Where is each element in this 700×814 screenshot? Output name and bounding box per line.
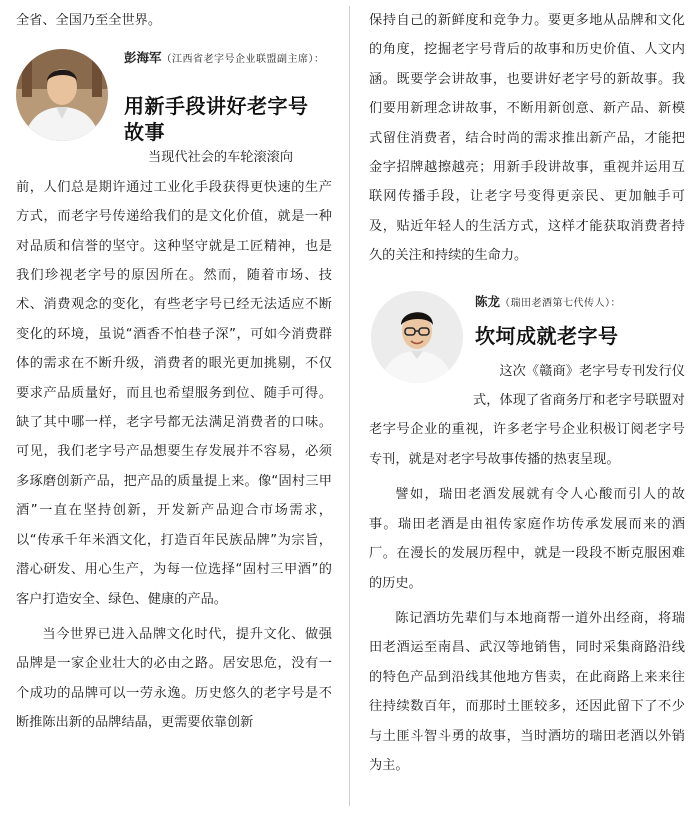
profile-peng-name: 彭海军 (124, 50, 162, 66)
portrait-peng-icon (16, 49, 108, 141)
avatar-chen (371, 291, 463, 383)
left-column (16, 6, 332, 738)
profile-chen-name-line (475, 295, 685, 311)
headline-chen: 坎坷成就老字号 (475, 323, 619, 348)
column-divider (349, 6, 350, 806)
right-column (369, 6, 685, 780)
profile-peng-role: （江西省老字号企业联盟副主席）： (161, 54, 325, 66)
right-para1: 这次《赣商》老字号专刊发行仪式，体现了省商务厅和老字号联盟对老字号企业的重视，许多老字号企业积极订阅老字号专刊，就是对老字号故事传播的热衷呈现。 (369, 363, 685, 467)
headline-peng-line2: 故事 (124, 120, 165, 145)
left-intro-tail: 全省、全国乃至全世界。 (16, 13, 162, 28)
headline-peng-line1: 用新手段讲好老字号 (124, 94, 309, 119)
profile-chen-name: 陈龙 (475, 293, 501, 309)
left-para1-first-line: 当现代社会的车轮滚滚向 (148, 150, 294, 166)
profile-peng (16, 49, 332, 153)
profile-peng-name-line (124, 51, 332, 67)
left-para2: 当今世界已进入品牌文化时代，提升文化、做强品牌是一家企业壮大的必由之路。居安思危，没有一个成功的品牌可以一劳永逸。历史悠久的老字号是不断推陈出新的品牌结晶，更需要依靠创新 (16, 626, 332, 731)
portrait-chen-icon (371, 291, 463, 383)
profile-chen-role: （瑞田老酒第七代传人）： (500, 297, 622, 309)
right-para3: 陈记酒坊先辈们与本地商帮一道外出经商，将瑞田老酒运至南昌、武汉等地销售，同时采集商路沿线的特色产品到沿线其他地方售卖，在此商路上来来往往持续数百年，而那时土匪较多，还因此留下了不少与土匪斗智斗勇的故事，当时酒坊的瑞田老酒以外销为主。 (369, 610, 685, 773)
right-para-continue: 保持自己的新鲜度和竞争力。要更多地从品牌和文化的角度，挖掘老字号背后的故事和历史价值、人文内涵。既要学会讲故事，也要讲好老字号的新故事。我们要用新理念讲故事，不断用新创意、新产品、新模式留住消费者，结合时尚的需求推出新产品，才能把金字招牌越擦越亮；用新手段讲故事，重视并运用互联网传播手段，让老字号变得更亲民、更加触手可及，贴近年轻人的生活方式，这样才能获取消费者持久的关注和持续的生命力。 (369, 13, 685, 264)
profile-chen (369, 291, 685, 357)
left-para1: 前，人们总是期许通过工业化手段获得更快速的生产方式，而老字号传递给我们的是文化价值，就是一种对品质和信誉的坚守。这种坚守就是工匠精神，也是我们珍视老字号的原因所在。然而，随着市场、技术、消费观念的变化，有些老字号已经无法适应不断变化的环境，虽说“酒香不怕巷子深”，可如今消费群体的需求在不断升级，消费者的眼光更加挑剔，不仅要求产品质量好，而且也希望服务到位、随手可得。缺了其中哪一样，老字号都无法满足消费者的口味。可见，我们老字号产品想要生存发展并不容易，必须多琢磨创新产品，把产品的质量提上来。像“固村三甲酒”一直在坚持创新，开发新产品迎合市场需求，以“传承千年米酒文化，打造百年民族品牌”为宗旨，潜心研发、用心生产，为每一位选择“固村三甲酒”的客户打造安全、绿色、健康的产品。 (16, 179, 332, 607)
right-para2: 譬如，瑞田老酒发展就有令人心酸而引人的故事。瑞田老酒是由祖传家庭作坊传承发展而来的酒厂。在漫长的发展历程中，就是一段段不断克服困难的历史。 (369, 487, 685, 591)
avatar-peng (16, 49, 108, 141)
